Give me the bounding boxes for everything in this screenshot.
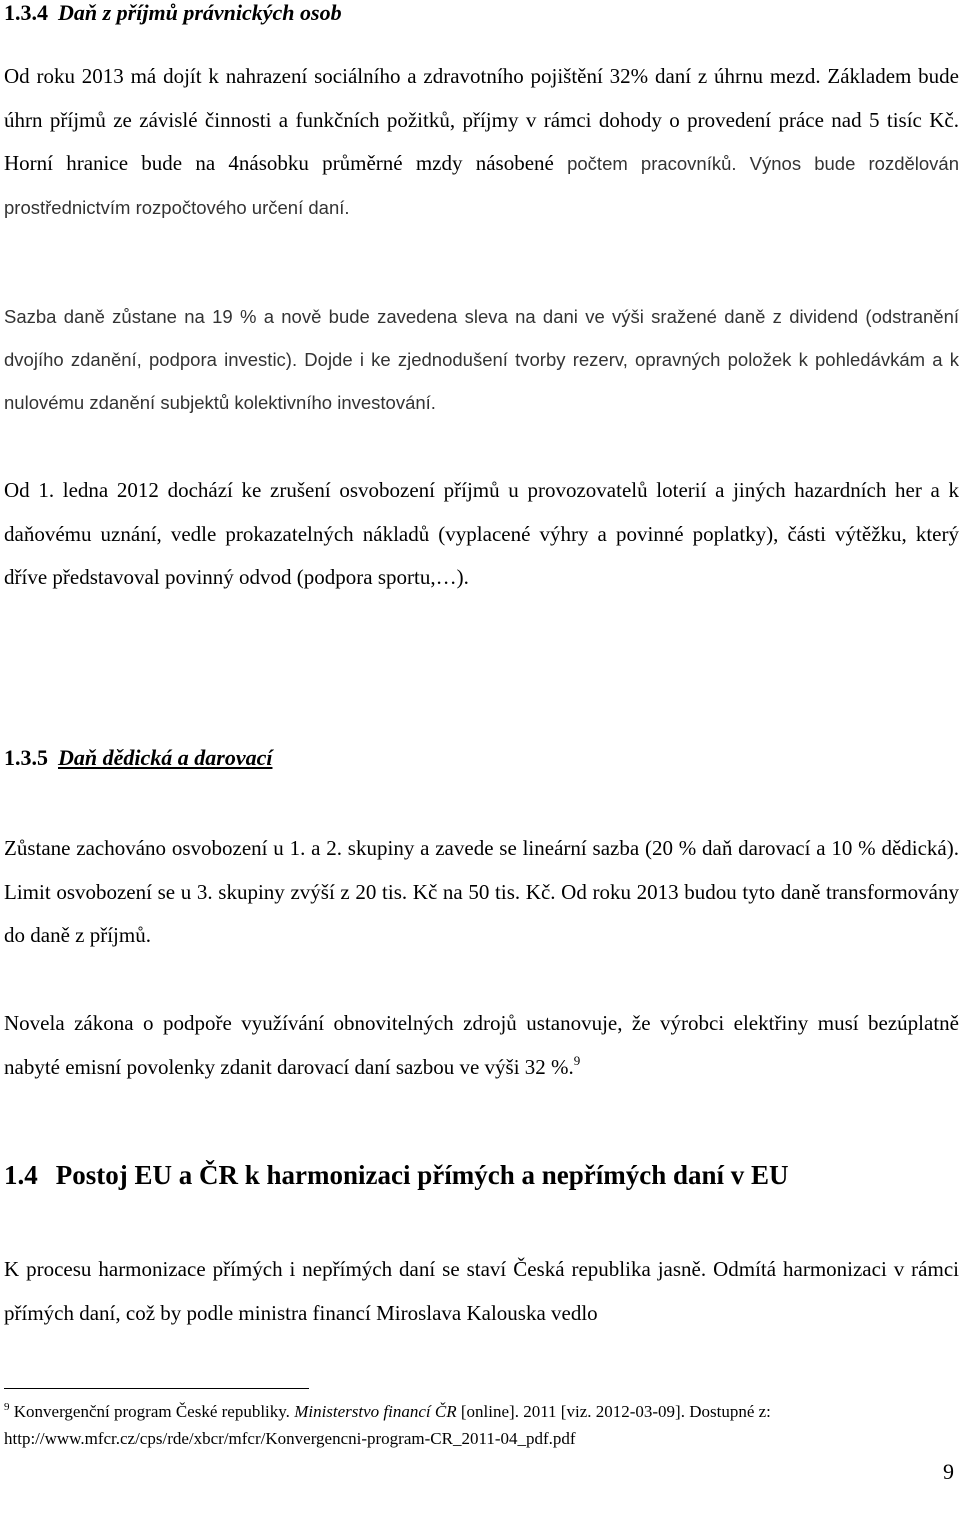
paragraph-inheritance-1: Zůstane zachováno osvobození u 1. a 2. skupiny a zavede se lineární sazba (20 % daň darovací a 10 % dědická). Limit osvobození se u 3. skupiny zvýší z 20 tis. Kč na 50 tis. Kč. Od roku 2013 budou tyto daně transformovány do daně z příjmů.	[4, 836, 959, 947]
footnote-ref[interactable]: 9	[573, 1052, 581, 1068]
footnote-text-italic: Ministerstvo financí ČR	[294, 1402, 457, 1421]
chapter-title: Postoj EU a ČR k harmonizaci přímých a nepřímých daní v EU	[55, 1160, 789, 1190]
paragraph-text-serif: Od roku 2013 má dojít k nahrazení sociálního a zdravotního pojištění 32% daní z úhrnu mezd. Základem bude úhrn příjmů ze závislé činnosti a funkčních požitků, příjmy v rámci dohody o provedení práce nad 5 tisíc Kč. Horní hranice bude na 4násobku průměrné mzdy násobené	[4, 64, 959, 175]
paragraph-sp-2: Sazba daně zůstane na 19 % a nově bude zavedena sleva na dani ve výši sražené daně z dividend (odstranění dvojího zdanění, podpora investic). Dojde i ke zjednodušení tvorby rezerv, opravných položek k pohledávkám a k nulovému zdanění subjektů kolektivního investování.	[4, 306, 959, 413]
paragraph-text-sans: počtem pracovníků. Výnos bude rozdělován prostřednictvím rozpočtového určení daní.	[4, 153, 960, 218]
footnote-text-b[interactable]: [online]. 2011 [viz. 2012-03-09]. Dostupné z: http://www.mfcr.cz/cps/rde/xbcr/mfcr/Konvergencni-program-CR_2011-04_pdf.pdf	[4, 1402, 771, 1448]
section-number: 1.3.5	[4, 745, 48, 770]
section-title: Daň z příjmů právnických osob	[58, 0, 342, 25]
paragraph-harmonization: K procesu harmonizace přímých i nepřímých daní se staví Česká republika jasně. Odmítá harmonizaci v rámci přímých daní, což by podle ministra financí Miroslava Kalouska vedlo	[4, 1257, 959, 1325]
page-number: 9	[943, 1459, 954, 1484]
paragraph-sp-1	[4, 55, 959, 230]
paragraph-text: Novela zákona o podpoře využívání obnovitelných zdrojů ustanovuje, že výrobci elektřiny musí bezúplatně nabyté emisní povolenky zdanit darovací daní sazbou ve výši 32 %.	[4, 1011, 959, 1079]
footnote-number: 9	[4, 1401, 10, 1413]
section-heading-1-3-4	[4, 0, 342, 26]
paragraph-sp-3: Od 1. ledna 2012 dochází ke zrušení osvobození příjmů u provozovatelů loterií a jiných hazardních her a k daňovému uznání, vedle prokazatelných nákladů (vyplacené výhry a povinné poplatky), části výtěžku, který dříve představoval povinný odvod (podpora sportu,…).	[4, 478, 959, 589]
section-heading-1-3-5	[4, 745, 272, 771]
section-title: Daň dědická a darovací	[58, 745, 273, 770]
paragraph-inheritance-2	[4, 1002, 959, 1089]
footnote-text-a: Konvergenční program České republiky.	[13, 1402, 290, 1421]
chapter-heading-1-4	[4, 1160, 789, 1191]
footnote-separator	[4, 1388, 309, 1389]
chapter-number: 1.4	[4, 1160, 38, 1190]
footnote-9	[4, 1398, 959, 1452]
section-number: 1.3.4	[4, 0, 48, 25]
